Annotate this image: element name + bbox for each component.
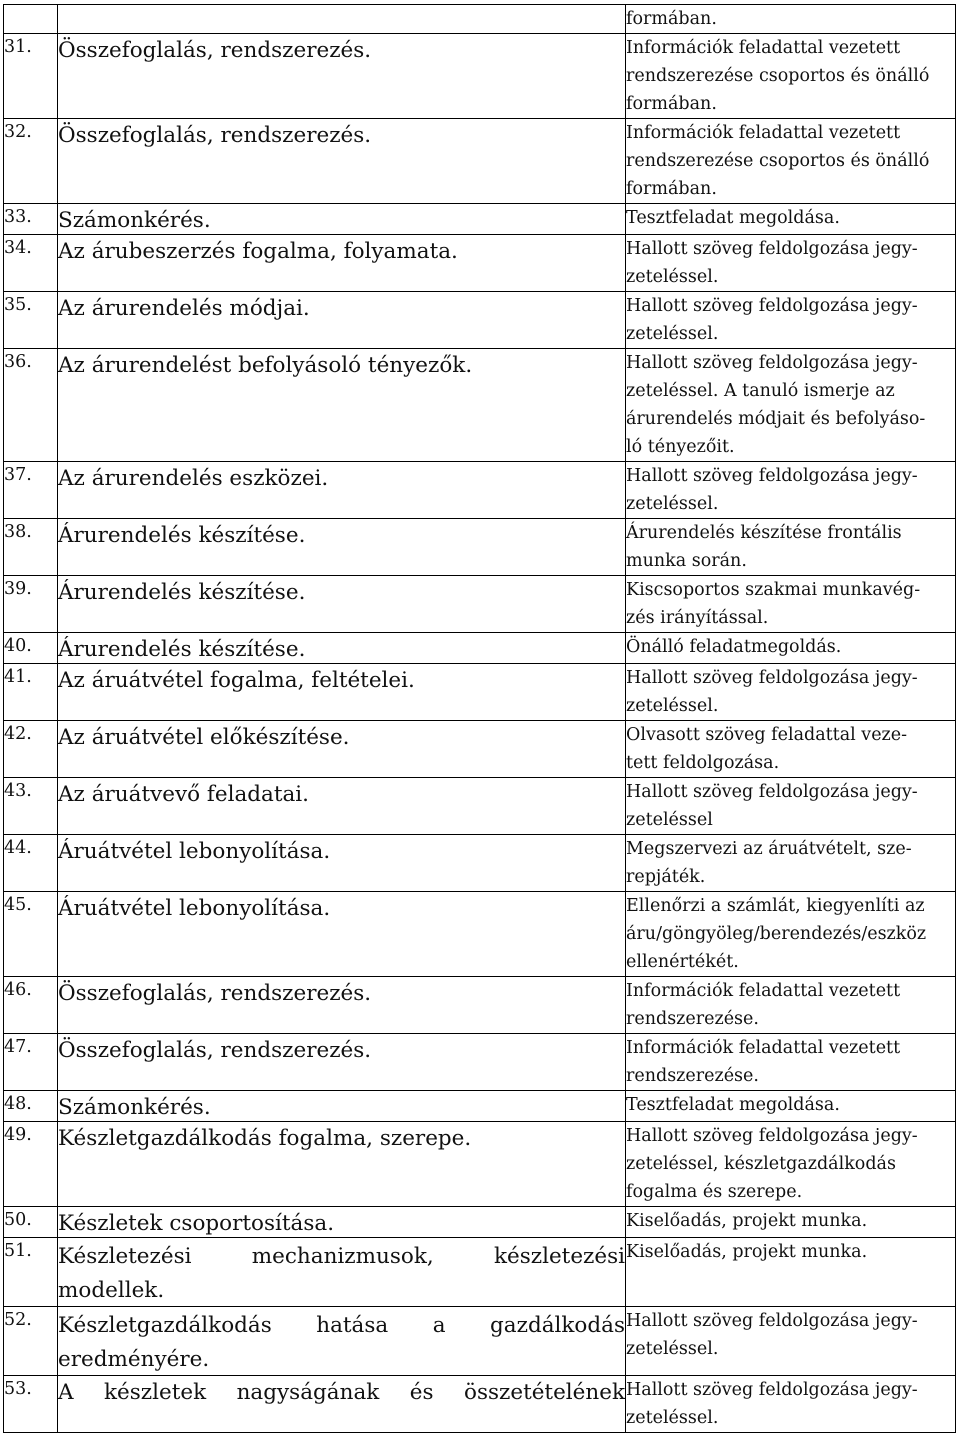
table-row <box>4 721 956 778</box>
topic-line: Készletgazdálkodás hatása a gazdálkodás <box>58 1313 625 1338</box>
lesson-number-cell <box>4 1307 58 1376</box>
method-cell <box>626 204 956 235</box>
topic-cell <box>58 119 626 204</box>
table-row <box>4 519 956 576</box>
method-line: Információk feladattal vezetett <box>626 38 901 58</box>
method-line: zeteléssel. <box>626 696 719 716</box>
method-line: rendszerezése csoportos és önálló <box>626 151 930 171</box>
topic-line: Az árurendelést befolyásoló tényezők. <box>58 353 473 378</box>
method-line: repjáték. <box>626 867 706 887</box>
method-cell <box>626 576 956 633</box>
topic-cell <box>58 1122 626 1207</box>
method-line: Hallott szöveg feldolgozása jegy- <box>626 239 918 259</box>
lesson-number-cell <box>4 292 58 349</box>
method-cell <box>626 349 956 462</box>
topic-cell <box>58 1091 626 1122</box>
method-line: zeteléssel. <box>626 267 719 287</box>
method-line: Önálló feladatmegoldás. <box>626 637 842 657</box>
lesson-number: 34. <box>4 238 32 258</box>
method-line: ellenértékét. <box>626 952 739 972</box>
method-cell <box>626 1307 956 1376</box>
table-row <box>4 778 956 835</box>
lesson-number: 36. <box>4 352 32 372</box>
method-cell <box>626 1238 956 1307</box>
method-cell <box>626 835 956 892</box>
lesson-number: 47. <box>4 1037 32 1057</box>
lesson-number-cell <box>4 462 58 519</box>
topic-cell <box>58 576 626 633</box>
lesson-number-cell <box>4 721 58 778</box>
topic-line: Az árurendelés eszközei. <box>58 466 329 491</box>
topic-line: Összefoglalás, rendszerezés. <box>58 1038 372 1063</box>
method-cell <box>626 633 956 664</box>
table-row <box>4 1238 956 1307</box>
topic-cell <box>58 34 626 119</box>
table-row <box>4 119 956 204</box>
method-line: zeteléssel. <box>626 494 719 514</box>
topic-line: Az áruátvétel fogalma, feltételei. <box>58 668 415 693</box>
topic-cell <box>58 204 626 235</box>
topic-cell <box>58 462 626 519</box>
table-row <box>4 34 956 119</box>
method-line: ló tényezőit. <box>626 437 735 457</box>
table-row <box>4 977 956 1034</box>
method-line: Ellenőrzi a számlát, kiegyenlíti az <box>626 896 925 916</box>
topic-cell <box>58 664 626 721</box>
table-row <box>4 462 956 519</box>
topic-line: Készletezési mechanizmusok, készletezési <box>58 1244 625 1269</box>
method-cell <box>626 721 956 778</box>
topic-line: Árurendelés készítése. <box>58 637 306 662</box>
method-line: Kiselőadás, projekt munka. <box>626 1242 868 1262</box>
method-line: Tesztfeladat megoldása. <box>626 208 840 228</box>
lesson-number-cell <box>4 1207 58 1238</box>
method-cell <box>626 1034 956 1091</box>
topic-cell <box>58 1376 626 1433</box>
topic-line: Számonkérés. <box>58 1095 211 1120</box>
method-cell <box>626 977 956 1034</box>
lesson-number-cell <box>4 835 58 892</box>
topic-cell <box>58 1034 626 1091</box>
lesson-number-cell <box>4 119 58 204</box>
topic-cell <box>58 349 626 462</box>
method-line: formában. <box>626 9 717 29</box>
lesson-number-cell <box>4 1091 58 1122</box>
method-cell <box>626 1091 956 1122</box>
method-line: munka során. <box>626 551 747 571</box>
topic-line: modellek. <box>58 1278 165 1303</box>
method-cell <box>626 1207 956 1238</box>
method-line: zeteléssel. <box>626 1408 719 1428</box>
lesson-number: 41. <box>4 667 32 687</box>
lesson-number-cell <box>4 1376 58 1433</box>
method-line: Hallott szöveg feldolgozása jegy- <box>626 1380 918 1400</box>
lesson-number-cell <box>4 34 58 119</box>
method-line: Hallott szöveg feldolgozása jegy- <box>626 353 918 373</box>
lesson-number: 46. <box>4 980 32 1000</box>
topic-cell <box>58 235 626 292</box>
topic-cell <box>58 1238 626 1307</box>
lesson-number-cell <box>4 892 58 977</box>
method-cell <box>626 892 956 977</box>
topic-line: Készletek csoportosítása. <box>58 1211 335 1236</box>
method-cell <box>626 5 956 34</box>
curriculum-table-body <box>4 5 956 1433</box>
table-row <box>4 1307 956 1376</box>
method-line: Hallott szöveg feldolgozása jegy- <box>626 1126 918 1146</box>
topic-line: Az árurendelés módjai. <box>58 296 310 321</box>
lesson-number-cell <box>4 576 58 633</box>
lesson-number: 39. <box>4 579 32 599</box>
topic-cell <box>58 5 626 34</box>
lesson-number: 45. <box>4 895 32 915</box>
topic-cell <box>58 892 626 977</box>
topic-line: Árurendelés készítése. <box>58 523 306 548</box>
method-line: rendszerezése. <box>626 1066 759 1086</box>
lesson-number-cell <box>4 664 58 721</box>
topic-cell <box>58 292 626 349</box>
topic-line: Készletgazdálkodás fogalma, szerepe. <box>58 1126 472 1151</box>
topic-line: Árurendelés készítése. <box>58 580 306 605</box>
method-line: Hallott szöveg feldolgozása jegy- <box>626 1311 918 1331</box>
lesson-number-cell <box>4 204 58 235</box>
method-line: árurendelés módjait és befolyáso- <box>626 409 926 429</box>
table-row <box>4 292 956 349</box>
lesson-number-cell <box>4 1238 58 1307</box>
lesson-number: 50. <box>4 1210 32 1230</box>
lesson-number: 31. <box>4 37 32 57</box>
table-row <box>4 204 956 235</box>
method-line: Hallott szöveg feldolgozása jegy- <box>626 466 918 486</box>
topic-line: Összefoglalás, rendszerezés. <box>58 981 372 1006</box>
method-line: Hallott szöveg feldolgozása jegy- <box>626 296 918 316</box>
method-line: formában. <box>626 94 717 114</box>
table-row <box>4 892 956 977</box>
topic-line: Összefoglalás, rendszerezés. <box>58 38 372 63</box>
method-cell <box>626 34 956 119</box>
method-cell <box>626 664 956 721</box>
method-cell <box>626 519 956 576</box>
lesson-number: 49. <box>4 1125 32 1145</box>
table-row <box>4 1034 956 1091</box>
method-line: Megszervezi az áruátvételt, sze- <box>626 839 912 859</box>
method-line: Információk feladattal vezetett <box>626 123 901 143</box>
curriculum-table <box>3 4 956 1433</box>
table-row <box>4 576 956 633</box>
lesson-number: 42. <box>4 724 32 744</box>
topic-cell <box>58 633 626 664</box>
lesson-number-cell <box>4 519 58 576</box>
lesson-number: 44. <box>4 838 32 858</box>
method-line: áru/göngyöleg/berendezés/eszköz <box>626 924 927 944</box>
method-line: Információk feladattal vezetett <box>626 981 901 1001</box>
lesson-number-cell <box>4 1122 58 1207</box>
topic-line: eredményére. <box>58 1347 210 1372</box>
method-line: zeteléssel. <box>626 1339 719 1359</box>
table-row <box>4 633 956 664</box>
method-line: rendszerezése csoportos és önálló <box>626 66 930 86</box>
lesson-number-cell <box>4 1034 58 1091</box>
lesson-number-cell <box>4 349 58 462</box>
topic-cell <box>58 721 626 778</box>
lesson-number: 33. <box>4 207 32 227</box>
lesson-number-cell <box>4 235 58 292</box>
topic-line: Az árubeszerzés fogalma, folyamata. <box>58 239 458 264</box>
lesson-number: 37. <box>4 465 32 485</box>
lesson-number-cell <box>4 633 58 664</box>
topic-cell <box>58 519 626 576</box>
method-cell <box>626 235 956 292</box>
method-line: zeteléssel. A tanuló ismerje az <box>626 381 895 401</box>
method-line: Kiselőadás, projekt munka. <box>626 1211 868 1231</box>
method-cell <box>626 292 956 349</box>
table-row <box>4 1207 956 1238</box>
topic-cell <box>58 977 626 1034</box>
table-row <box>4 5 956 34</box>
topic-line: A készletek nagyságának és összetételének <box>58 1380 625 1405</box>
table-row <box>4 349 956 462</box>
method-line: Hallott szöveg feldolgozása jegy- <box>626 782 918 802</box>
topic-line: Az áruátvevő feladatai. <box>58 782 310 807</box>
method-line: zeteléssel. <box>626 324 719 344</box>
table-row <box>4 1376 956 1433</box>
method-line: tett feldolgozása. <box>626 753 780 773</box>
lesson-number: 40. <box>4 636 32 656</box>
method-line: Kiscsoportos szakmai munkavég- <box>626 580 921 600</box>
method-line: zés irányítással. <box>626 608 769 628</box>
method-cell <box>626 119 956 204</box>
lesson-number: 43. <box>4 781 32 801</box>
topic-line: Az áruátvétel előkészítése. <box>58 725 350 750</box>
lesson-number: 35. <box>4 295 32 315</box>
lesson-number: 53. <box>4 1379 32 1399</box>
topic-cell <box>58 778 626 835</box>
method-line: zeteléssel, készletgazdálkodás <box>626 1154 896 1174</box>
topic-line: Számonkérés. <box>58 208 211 233</box>
method-cell <box>626 1376 956 1433</box>
lesson-number: 32. <box>4 122 32 142</box>
method-line: zeteléssel <box>626 810 713 830</box>
method-line: fogalma és szerepe. <box>626 1182 803 1202</box>
topic-cell <box>58 1207 626 1238</box>
lesson-number-cell <box>4 977 58 1034</box>
method-line: Hallott szöveg feldolgozása jegy- <box>626 668 918 688</box>
lesson-number-cell <box>4 5 58 34</box>
table-row <box>4 235 956 292</box>
topic-line: Összefoglalás, rendszerezés. <box>58 123 372 148</box>
topic-cell <box>58 1307 626 1376</box>
topic-line: Áruátvétel lebonyolítása. <box>58 839 331 864</box>
lesson-number: 48. <box>4 1094 32 1114</box>
lesson-number: 51. <box>4 1241 32 1261</box>
lesson-number: 52. <box>4 1310 32 1330</box>
topic-line: Áruátvétel lebonyolítása. <box>58 896 331 921</box>
method-line: Olvasott szöveg feladattal veze- <box>626 725 908 745</box>
method-line: rendszerezése. <box>626 1009 759 1029</box>
table-row <box>4 664 956 721</box>
table-row <box>4 835 956 892</box>
method-line: Információk feladattal vezetett <box>626 1038 901 1058</box>
lesson-number-cell <box>4 778 58 835</box>
topic-cell <box>58 835 626 892</box>
lesson-number: 38. <box>4 522 32 542</box>
method-line: Tesztfeladat megoldása. <box>626 1095 840 1115</box>
method-cell <box>626 1122 956 1207</box>
method-line: formában. <box>626 179 717 199</box>
method-line: Árurendelés készítése frontális <box>626 523 902 543</box>
method-cell <box>626 462 956 519</box>
table-row <box>4 1091 956 1122</box>
table-row <box>4 1122 956 1207</box>
method-cell <box>626 778 956 835</box>
